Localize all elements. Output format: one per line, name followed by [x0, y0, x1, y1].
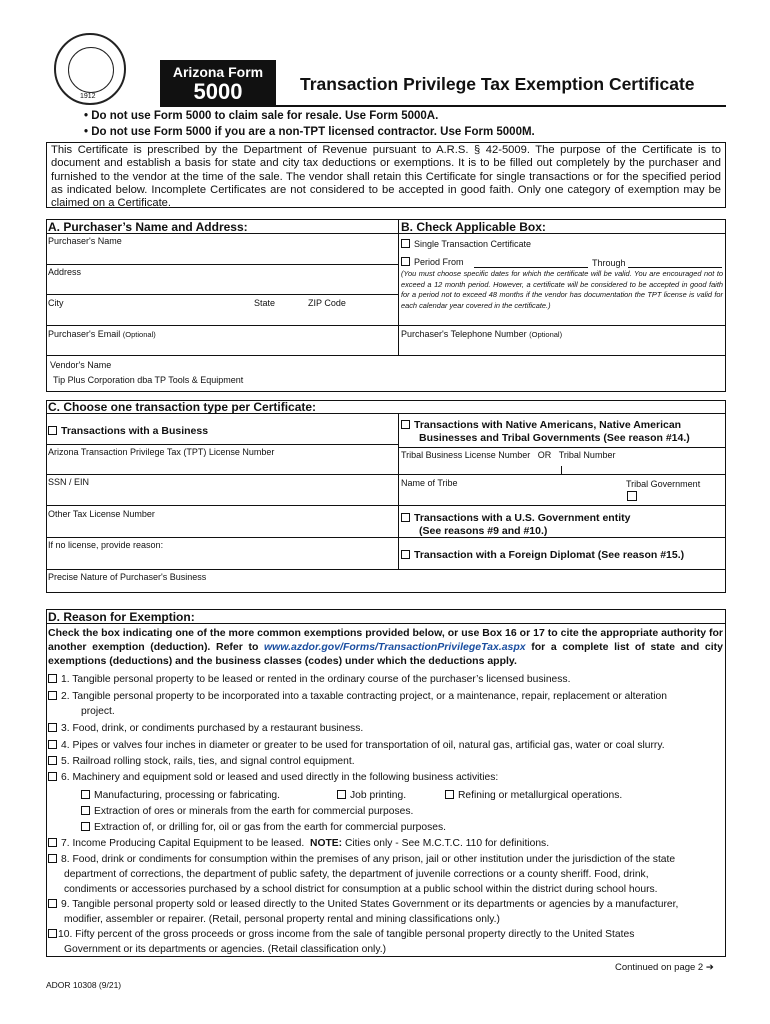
tribal-government-label: Tribal Government [626, 479, 701, 489]
reason-1-checkbox[interactable] [48, 674, 57, 683]
through-label: Through [592, 258, 626, 268]
intro-paragraph: This Certificate is prescribed by the Department of Revenue pursuant to A.R.S. § 42-5009. The purpose of the Certificate is to document and establish a basis for state and city tax deductions or exemptions. It is to be filled out completely by the purchaser and furnished to the vendor at the time of the sale. The vendor shall retain this Certificate for single transactions or for the specified period as indicated below. Incomplete Certificates are not considered to be accepted in good faith. Only one category of exemption may be claimed on a Certificate. [46, 142, 726, 208]
header-rule [160, 105, 726, 107]
extraction-ores-checkbox[interactable] [81, 806, 90, 815]
reason-1[interactable]: 1. Tangible personal property to be leased or rented in the ordinary course of the purchaser’s licensed business. [48, 673, 570, 686]
page-title: Transaction Privilege Tax Exemption Certificate [300, 74, 695, 94]
reason-3-checkbox[interactable] [48, 723, 57, 732]
seal-year: 1912 [80, 93, 96, 100]
reason-7-checkbox[interactable] [48, 838, 57, 847]
business-checkbox[interactable] [48, 426, 57, 435]
reason-2-cont: project. [81, 706, 115, 717]
reason-6[interactable]: 6. Machinery and equipment sold or leased and used directly in the following business activities: [48, 771, 498, 784]
business-nature-label: Precise Nature of Purchaser's Business [48, 572, 207, 582]
continued-note: Continued on page 2 ➔ [615, 962, 714, 973]
reason-7[interactable]: 7. Income Producing Capital Equipment to be leased. NOTE: Cities only - See M.C.T.C. 110 for definitions. [48, 837, 549, 850]
period-option[interactable]: Period From [401, 257, 464, 267]
purchaser-name-field[interactable] [46, 246, 398, 264]
address-label: Address [48, 267, 82, 277]
business-option[interactable]: Transactions with a Business [48, 425, 208, 437]
email-label: Purchaser's Email (Optional) [48, 329, 156, 339]
native-option-line2: Businesses and Tribal Governments (See reason #14.) [419, 432, 690, 444]
period-note: (You must choose specific dates for which the certificate will be valid. You are encouraged not to exceed a 12 month period. However, a certificate will be considered to be accepted in good faith for a period not to exceed 48 months if the vendor has documentation the TPT license is valid for each calendar year covered in the certificate.) [401, 269, 723, 310]
bullet-contractor: • Do not use Form 5000 if you are a non-TPT licensed contractor. Use Form 5000M. [84, 126, 535, 138]
section-c-heading: C. Choose one transaction type per Certificate: [48, 400, 317, 414]
azdor-link[interactable]: www.azdor.gov/Forms/TransactionPrivilegeTax.aspx [264, 641, 526, 653]
tribe-name-label: Name of Tribe [401, 478, 458, 488]
tpt-license-label: Arizona Transaction Privilege Tax (TPT) License Number [48, 447, 275, 457]
reason-8-checkbox[interactable] [48, 854, 57, 863]
us-gov-option[interactable]: Transactions with a U.S. Government entity [401, 512, 630, 524]
reason-2-checkbox[interactable] [48, 691, 57, 700]
us-gov-checkbox[interactable] [401, 513, 410, 522]
reason-9[interactable]: 9. Tangible personal property sold or leased directly to the United States Government or its departments or agencies by a manufacturer, [48, 898, 678, 911]
reason-4[interactable]: 4. Pipes or valves four inches in diameter or greater to be used for transportation of oil, natural gas, artificial gas, water or coal slurry. [48, 739, 665, 752]
reason-4-checkbox[interactable] [48, 740, 57, 749]
reason-10-checkbox[interactable] [48, 929, 57, 938]
reason-5-checkbox[interactable] [48, 756, 57, 765]
reason-6-job-printing[interactable]: Job printing. [337, 789, 406, 802]
native-checkbox[interactable] [401, 420, 410, 429]
us-gov-option-line2: (See reasons #9 and #10.) [419, 525, 548, 537]
reason-8-cont-2: condiments or accessories purchased by a school district for consumption at a public school within the district during school hours. [64, 884, 658, 895]
section-d-heading: D. Reason for Exemption: [48, 610, 195, 624]
single-transaction-checkbox[interactable] [401, 239, 410, 248]
reason-2[interactable]: 2. Tangible personal property to be incorporated into a taxable contracting project, or a maintenance, repair, replacement or alteration [48, 690, 667, 703]
phone-label: Purchaser's Telephone Number (Optional) [401, 329, 563, 339]
reason-9-cont: modifier, assembler or repairer. (Retail, personal property rental and mining classifications only.) [64, 914, 500, 925]
native-option[interactable]: Transactions with Native Americans, Native American [401, 419, 681, 431]
diplomat-checkbox[interactable] [401, 550, 410, 559]
reason-6-extraction-ores[interactable]: Extraction of ores or minerals from the earth for commercial purposes. [81, 805, 413, 818]
other-license-label: Other Tax License Number [48, 509, 155, 519]
city-label: City [48, 298, 64, 308]
vendor-name-label: Vendor's Name [50, 360, 112, 370]
form-code: ADOR 10308 (9/21) [46, 980, 122, 990]
tribal-license-label: Tribal Business License Number OR Tribal Number [401, 450, 616, 460]
extraction-oil-checkbox[interactable] [81, 822, 90, 831]
single-transaction-option[interactable]: Single Transaction Certificate [401, 239, 531, 249]
form-number-box [160, 60, 276, 106]
reason-intro: Check the box indicating one of the more common exemptions provided below, or use Box 16 or 17 to cite the appropriate authority for another exemption (deduction). Refer to www.azdor.gov/Forms/TransactionPrivilegeTax.aspx for a complete list of state and city exemptions (deductions) and the business classes (codes) under which the deductions apply. [48, 627, 723, 667]
ssn-label: SSN / EIN [48, 477, 90, 487]
reason-8-cont-1: department of corrections, the department of public safety, the department of juvenile corrections or a county sheriff. Food, drink, [64, 869, 649, 880]
purchaser-name-label: Purchaser's Name [48, 236, 122, 246]
vendor-name-value[interactable]: Tip Plus Corporation dba TP Tools & Equipment [53, 375, 244, 385]
reason-6-refining[interactable]: Refining or metallurgical operations. [445, 789, 622, 802]
reason-3[interactable]: 3. Food, drink, or condiments purchased by a restaurant business. [48, 722, 363, 735]
manufacturing-checkbox[interactable] [81, 790, 90, 799]
period-through-field[interactable] [628, 267, 722, 268]
zip-label: ZIP Code [308, 298, 346, 308]
arizona-state-seal [54, 33, 126, 105]
state-label: State [254, 298, 276, 308]
address-field[interactable] [46, 277, 398, 294]
city-state-zip-field[interactable] [46, 308, 398, 325]
reason-6-manufacturing[interactable]: Manufacturing, processing or fabricating. [81, 789, 280, 802]
reason-10-cont: Government or its departments or agencies. (Retail classification only.) [64, 944, 387, 955]
diplomat-option[interactable]: Transaction with a Foreign Diplomat (See reason #15.) [401, 549, 684, 561]
refining-checkbox[interactable] [445, 790, 454, 799]
bullet-resale: • Do not use Form 5000 to claim sale for resale. Use Form 5000A. [84, 110, 439, 122]
reason-9-checkbox[interactable] [48, 899, 57, 908]
job-printing-checkbox[interactable] [337, 790, 346, 799]
form-label: Arizona Form [172, 64, 264, 80]
section-a-heading: A. Purchaser’s Name and Address: [48, 220, 248, 234]
reason-6-extraction-oil[interactable]: Extraction of, or drilling for, oil or gas from the earth for commercial purposes. [81, 821, 446, 834]
no-license-label: If no license, provide reason: [48, 540, 164, 550]
tribal-government-checkbox[interactable] [627, 491, 637, 501]
period-checkbox[interactable] [401, 257, 410, 266]
reason-6-checkbox[interactable] [48, 772, 57, 781]
phone-field[interactable] [399, 339, 725, 355]
period-from-field[interactable] [474, 267, 588, 268]
reason-5[interactable]: 5. Railroad rolling stock, rails, ties, and signal control equipment. [48, 755, 355, 768]
reason-8[interactable]: 8. Food, drink or condiments for consumption within the premises of any prison, jail or other institution under the jurisdiction of the state [48, 853, 675, 866]
email-field[interactable] [46, 339, 398, 355]
reason-10[interactable]: 10. Fifty percent of the gross proceeds or gross income from the sale of tangible personal property directly to the United States [48, 928, 634, 941]
form-number: 5000 [193, 79, 243, 104]
section-b-heading: B. Check Applicable Box: [401, 220, 546, 234]
